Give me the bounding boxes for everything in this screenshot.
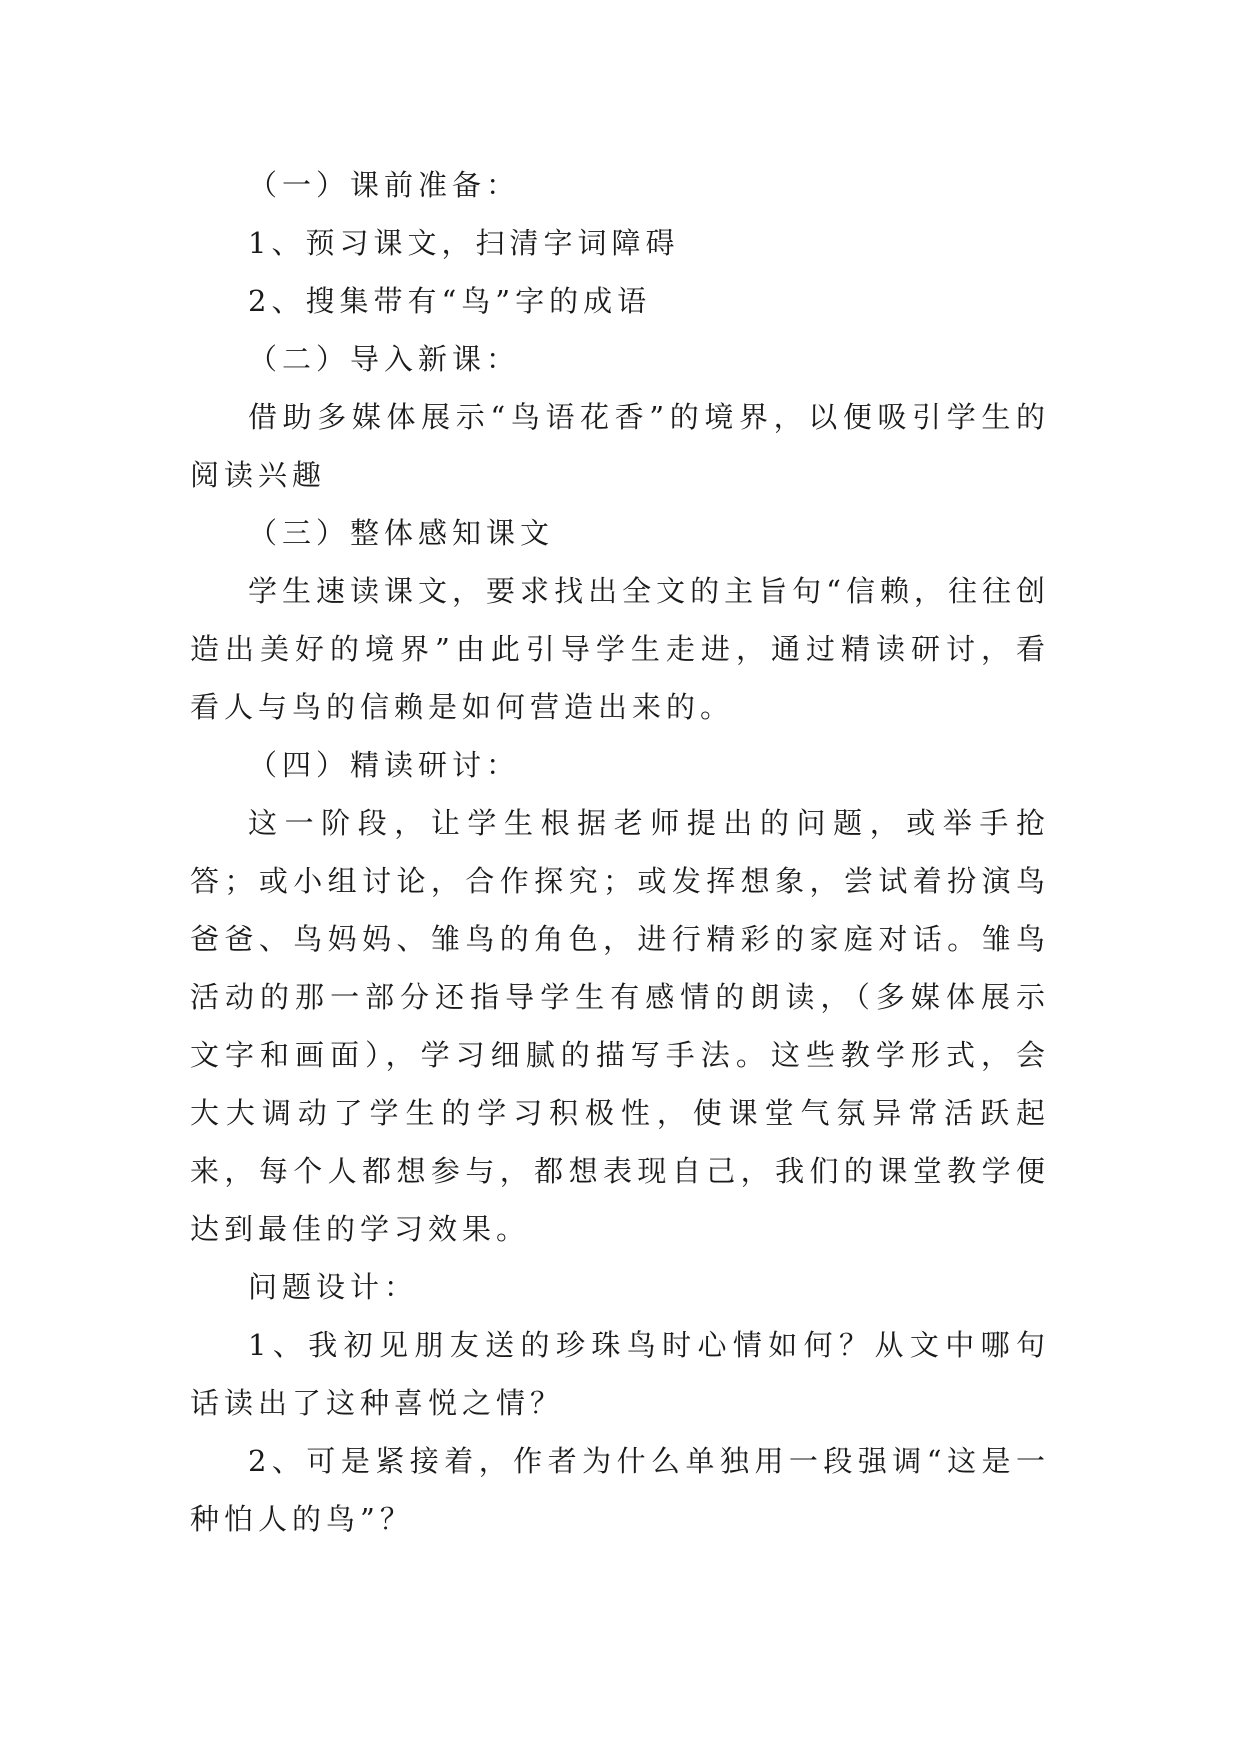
document-body [190, 156, 1050, 1548]
paragraph-close-reading: 这一阶段，让学生根据老师提出的问题，或举手抢答；或小组讨论，合作探究；或发挥想象，尝试着扮演鸟爸爸、鸟妈妈、雏鸟的角色，进行精彩的家庭对话。雏鸟活动的那一部分还指导学生有感情的朗读，（多媒体展示文字和画面），学习细腻的描写手法。这些教学形式，会大大调动了学生的学习积极性，使课堂气氛异常活跃起来，每个人都想参与，都想表现自己，我们的课堂教学便达到最佳的学习效果。 [190, 806, 1050, 1246]
list-item-idioms: 2、搜集带有“鸟”字的成语 [248, 284, 652, 318]
question-1: 1、我初见朋友送的珍珠鸟时心情如何？从文中哪句话读出了这种喜悦之情？ [190, 1328, 1050, 1420]
heading-introduction: （二）导入新课： [248, 342, 521, 376]
list-item-preview: 1、预习课文，扫清字词障碍 [248, 226, 680, 260]
paragraph-overall-perception: 学生速读课文，要求找出全文的主旨句“信赖，往往创造出美好的境界”由此引导学生走进，通过精读研讨，看看人与鸟的信赖是如何营造出来的。 [190, 574, 1050, 724]
question-2: 2、可是紧接着，作者为什么单独用一段强调“这是一种怕人的鸟”？ [190, 1444, 1050, 1536]
heading-overall-perception: （三）整体感知课文 [248, 516, 555, 550]
heading-preparation: （一）课前准备： [248, 168, 521, 202]
heading-question-design: 问题设计： [248, 1270, 419, 1304]
paragraph-introduction: 借助多媒体展示“鸟语花香”的境界，以便吸引学生的阅读兴趣 [190, 400, 1050, 492]
heading-close-reading: （四）精读研讨： [248, 748, 521, 782]
